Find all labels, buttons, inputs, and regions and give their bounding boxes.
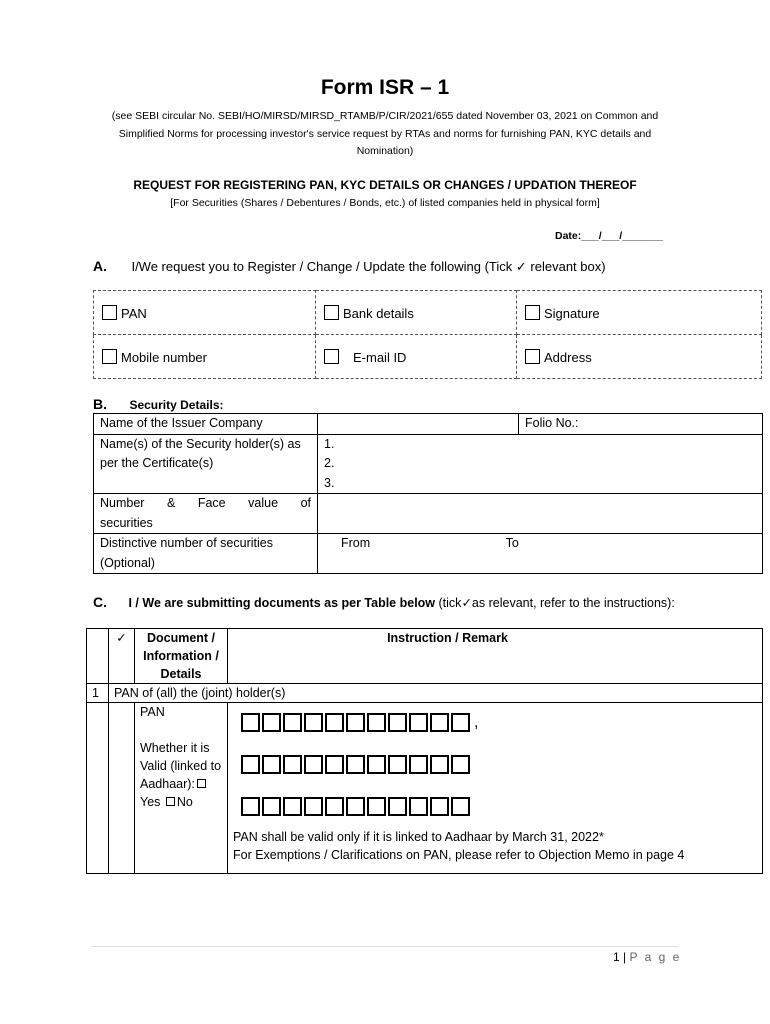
page-number: 1 (613, 950, 620, 964)
section-a-letter: A. (93, 258, 107, 274)
option-signature[interactable] (517, 291, 762, 335)
pan-label: PAN (140, 705, 165, 719)
option-address[interactable] (517, 335, 762, 379)
section-c-note: (tick (438, 596, 462, 610)
distinctive-number-label: Distinctive number of securities (Optional) (94, 534, 318, 574)
security-holders-label: Name(s) of the Security holder(s) as per the Certificate(s) (94, 434, 318, 494)
sebi-circular-reference: (see SEBI circular No. SEBI/HO/MIRSD/MIRSD_RTAMB/P/CIR/2021/655 dated November 03, 2021 on Common and Simplified Norms for processing investor's service request by RTAs and norms for furnishing PAN, KYC details and Nomination) (111, 110, 659, 157)
option-pan[interactable] (94, 291, 316, 335)
tick-icon: ✓ (109, 629, 135, 684)
label-word: & (166, 496, 176, 510)
character-box[interactable] (451, 755, 470, 774)
section-c-title: I / We are submitting documents as per Table below (128, 596, 436, 610)
pan-instruction-cell (228, 703, 763, 874)
character-box[interactable] (346, 755, 365, 774)
character-box[interactable] (283, 797, 302, 816)
character-box[interactable] (367, 755, 386, 774)
label-word: Number (100, 496, 145, 510)
from-label: From (341, 536, 371, 550)
tick-icon: ✓ (461, 595, 472, 610)
comma: , (474, 714, 479, 731)
section-b-heading (93, 396, 224, 414)
character-box[interactable] (283, 713, 302, 732)
character-box[interactable] (283, 755, 302, 774)
checkbox-icon[interactable] (324, 349, 339, 364)
option-label: Mobile number (121, 349, 207, 365)
character-box[interactable] (304, 755, 323, 774)
no-label: No (176, 795, 193, 809)
issuer-company-label: Name of the Issuer Company (94, 414, 318, 435)
character-box[interactable] (304, 713, 323, 732)
option-label: PAN (121, 305, 147, 321)
character-box[interactable] (430, 713, 449, 732)
character-box[interactable] (241, 755, 260, 774)
section-a-heading (93, 258, 606, 276)
issuer-company-input[interactable] (318, 414, 519, 435)
character-box[interactable] (241, 797, 260, 816)
label-word: securities (100, 515, 153, 530)
distinctive-number-input[interactable] (318, 534, 763, 574)
character-box[interactable] (262, 713, 281, 732)
footer-divider (92, 946, 678, 947)
yes-label: Yes (140, 795, 161, 809)
checkbox-icon[interactable] (102, 349, 117, 364)
folio-number-label: Folio No.: (525, 416, 579, 430)
row-number: 1 (87, 684, 109, 703)
update-options-table (93, 290, 762, 379)
security-holders-input[interactable] (318, 434, 763, 494)
header-number-cell (87, 629, 109, 684)
label-word: Face (197, 496, 226, 510)
pan-input-row-2[interactable] (241, 754, 757, 774)
holder-number: 2. (324, 456, 335, 470)
pan-remark-1: PAN shall be valid only if it is linked to Aadhaar by March 31, 2022* (233, 830, 604, 844)
character-box[interactable] (388, 797, 407, 816)
option-label: E-mail ID (353, 349, 407, 365)
checkbox-icon[interactable] (525, 349, 540, 364)
checkbox-icon[interactable] (197, 779, 206, 788)
section-c-heading (93, 593, 733, 612)
column-instruction: Instruction / Remark (228, 629, 763, 684)
character-box[interactable] (451, 713, 470, 732)
tick-cell[interactable] (109, 703, 135, 874)
pan-input-row-1[interactable] (241, 712, 757, 732)
pan-input-row-3[interactable] (241, 796, 757, 816)
holder-number: 3. (324, 475, 335, 490)
number-face-value-input[interactable] (318, 494, 763, 534)
character-box[interactable] (262, 755, 281, 774)
pan-document-cell (135, 703, 228, 874)
character-box[interactable] (262, 797, 281, 816)
row-number-empty (87, 703, 109, 874)
folio-number-cell[interactable] (519, 414, 763, 435)
character-box[interactable] (325, 755, 344, 774)
character-box[interactable] (430, 755, 449, 774)
label-word: of (300, 496, 311, 510)
option-email-id[interactable] (316, 335, 517, 379)
request-subtitle: [For Securities (Shares / Debentures / Bonds, etc.) of listed companies held in physical form] (170, 197, 600, 209)
checkbox-icon[interactable] (166, 797, 175, 806)
page-label: P a g e (629, 950, 682, 964)
option-label: Bank details (343, 305, 414, 321)
column-document: Document / Information / Details (135, 629, 228, 684)
checkbox-icon[interactable] (525, 305, 540, 320)
section-c-note-end: as relevant, refer to the instructions): (471, 596, 675, 610)
character-box[interactable] (367, 713, 386, 732)
character-box[interactable] (409, 713, 428, 732)
character-box[interactable] (325, 713, 344, 732)
character-box[interactable] (325, 797, 344, 816)
section-a-text-end: relevant box) (530, 259, 606, 274)
valid-question: Whether it is Valid (linked to Aadhaar): (140, 741, 222, 791)
row-title: PAN of (all) the (joint) holder(s) (109, 684, 763, 703)
number-face-value-label (94, 494, 318, 534)
to-label: To (505, 536, 519, 550)
tick-icon: ✓ (515, 260, 527, 275)
character-box[interactable] (409, 797, 428, 816)
character-box[interactable] (451, 797, 470, 816)
date-field[interactable]: Date:___/___/_______ (555, 230, 664, 242)
character-box[interactable] (409, 755, 428, 774)
option-bank-details[interactable] (316, 291, 517, 335)
section-b-letter: B. (93, 396, 107, 412)
character-box[interactable] (388, 713, 407, 732)
valid-label (140, 739, 222, 811)
section-c-letter: C. (93, 594, 107, 610)
option-mobile-number[interactable] (94, 335, 316, 379)
checkbox-icon[interactable] (324, 305, 339, 320)
character-box[interactable] (241, 713, 260, 732)
character-box[interactable] (388, 755, 407, 774)
request-title: REQUEST FOR REGISTERING PAN, KYC DETAILS OR CHANGES / UPDATION THEREOF (133, 178, 637, 192)
section-a-text: I/We request you to Register / Change / Update the following (Tick (131, 259, 513, 274)
option-label: Signature (544, 305, 600, 321)
character-box[interactable] (346, 713, 365, 732)
footer-separator: | (623, 950, 627, 964)
label-word: value (248, 496, 279, 510)
pan-remark-2: For Exemptions / Clarifications on PAN, please refer to Objection Memo in page 4 (233, 848, 685, 862)
holder-number: 1. (324, 436, 335, 451)
page-footer (613, 950, 681, 964)
section-b-title: Security Details: (129, 398, 224, 412)
form-title: Form ISR – 1 (320, 76, 450, 99)
character-box[interactable] (430, 797, 449, 816)
checkbox-icon[interactable] (102, 305, 117, 320)
option-label: Address (544, 349, 592, 365)
documents-table (86, 628, 763, 874)
security-details-table (93, 413, 763, 574)
character-box[interactable] (346, 797, 365, 816)
character-box[interactable] (367, 797, 386, 816)
character-box[interactable] (304, 797, 323, 816)
